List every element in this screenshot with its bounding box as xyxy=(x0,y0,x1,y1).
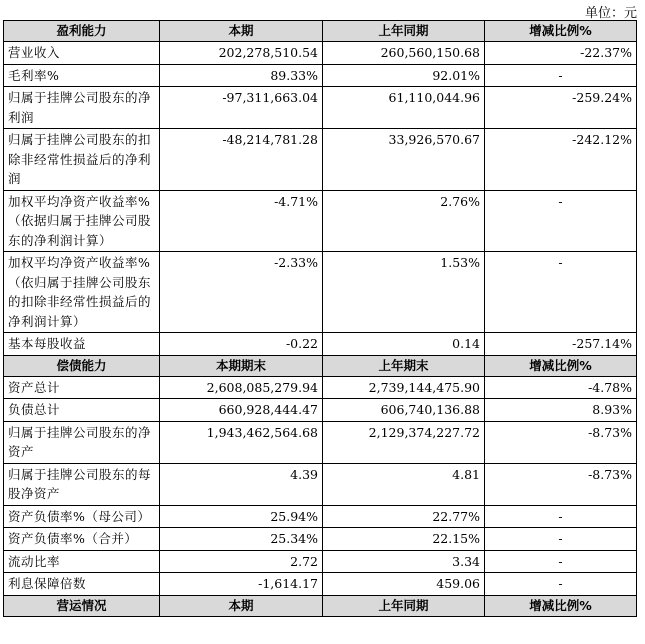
row-label: 流动比率 xyxy=(4,550,160,573)
change-percent: - xyxy=(485,252,637,333)
prior-value: 2,739,144,475.90 xyxy=(323,376,485,399)
table-row xyxy=(4,550,637,573)
current-value: -2.33% xyxy=(160,252,323,333)
row-label: 归属于挂牌公司股东的每股净资产 xyxy=(4,463,160,505)
table-row xyxy=(4,463,637,505)
change-percent: -4.78% xyxy=(485,376,637,399)
financial-indicators-table xyxy=(3,20,637,617)
header-cell: 本期 xyxy=(160,595,323,616)
prior-value: 260,560,150.68 xyxy=(323,42,485,65)
row-label: 基本每股收益 xyxy=(4,333,160,356)
change-percent: 8.93% xyxy=(485,399,637,422)
change-percent: -259.24% xyxy=(485,87,637,129)
profit-header-row xyxy=(4,21,637,42)
current-value: -4.71% xyxy=(160,190,323,252)
current-value: 25.34% xyxy=(160,528,323,551)
current-value: 1,943,462,564.68 xyxy=(160,421,323,463)
prior-value: 0.14 xyxy=(323,333,485,356)
table-row xyxy=(4,87,637,129)
operations-header-row xyxy=(4,595,637,616)
prior-value: 22.77% xyxy=(323,505,485,528)
current-value: 660,928,444.47 xyxy=(160,399,323,422)
table-row xyxy=(4,573,637,596)
change-percent: -22.37% xyxy=(485,42,637,65)
header-cell: 营运情况 xyxy=(4,595,160,616)
unit-label: 单位：元 xyxy=(584,6,637,21)
header-cell: 增减比例% xyxy=(485,355,637,376)
change-percent: -8.73% xyxy=(485,421,637,463)
current-value: 2.72 xyxy=(160,550,323,573)
header-cell: 本期期末 xyxy=(160,355,323,376)
header-cell: 上年同期 xyxy=(323,595,485,616)
table-row xyxy=(4,376,637,399)
current-value: -0.22 xyxy=(160,333,323,356)
row-label: 资产负债率%（母公司） xyxy=(4,505,160,528)
table-row xyxy=(4,190,637,252)
row-label: 归属于挂牌公司股东的净资产 xyxy=(4,421,160,463)
table-row xyxy=(4,42,637,65)
table-row xyxy=(4,528,637,551)
change-percent: - xyxy=(485,573,637,596)
table-row xyxy=(4,333,637,356)
current-value: 89.33% xyxy=(160,64,323,87)
change-percent: - xyxy=(485,64,637,87)
row-label: 毛利率% xyxy=(4,64,160,87)
prior-value: 4.81 xyxy=(323,463,485,505)
row-label: 资产负债率%（合并） xyxy=(4,528,160,551)
current-value: -97,311,663.04 xyxy=(160,87,323,129)
prior-value: 606,740,136.88 xyxy=(323,399,485,422)
header-cell: 本期 xyxy=(160,21,323,42)
table-row xyxy=(4,399,637,422)
solvency-header-row xyxy=(4,355,637,376)
current-value: -1,614.17 xyxy=(160,573,323,596)
prior-value: 2.76% xyxy=(323,190,485,252)
change-percent: - xyxy=(485,190,637,252)
header-cell: 增减比例% xyxy=(485,595,637,616)
prior-value: 1.53% xyxy=(323,252,485,333)
prior-value: 459.06 xyxy=(323,573,485,596)
change-percent: - xyxy=(485,528,637,551)
header-cell: 增减比例% xyxy=(485,21,637,42)
row-label: 加权平均净资产收益率%（依据归属于挂牌公司股东的净利润计算） xyxy=(4,190,160,252)
row-label: 负债总计 xyxy=(4,399,160,422)
header-cell: 偿债能力 xyxy=(4,355,160,376)
header-cell: 上年同期 xyxy=(323,21,485,42)
change-percent: - xyxy=(485,550,637,573)
prior-value: 92.01% xyxy=(323,64,485,87)
table-row xyxy=(4,252,637,333)
current-value: -48,214,781.28 xyxy=(160,129,323,191)
prior-value: 3.34 xyxy=(323,550,485,573)
table-row xyxy=(4,64,637,87)
header-cell: 盈利能力 xyxy=(4,21,160,42)
current-value: 25.94% xyxy=(160,505,323,528)
table-row xyxy=(4,505,637,528)
current-value: 2,608,085,279.94 xyxy=(160,376,323,399)
header-cell: 上年期末 xyxy=(323,355,485,376)
table-row xyxy=(4,129,637,191)
current-value: 202,278,510.54 xyxy=(160,42,323,65)
prior-value: 33,926,570.67 xyxy=(323,129,485,191)
row-label: 营业收入 xyxy=(4,42,160,65)
change-percent: -8.73% xyxy=(485,463,637,505)
prior-value: 61,110,044.96 xyxy=(323,87,485,129)
row-label: 加权平均净资产收益率%（依归属于挂牌公司股东的扣除非经常性损益后的净利润计算） xyxy=(4,252,160,333)
change-percent: -242.12% xyxy=(485,129,637,191)
row-label: 归属于挂牌公司股东的净利润 xyxy=(4,87,160,129)
change-percent: - xyxy=(485,505,637,528)
change-percent: -257.14% xyxy=(485,333,637,356)
row-label: 利息保障倍数 xyxy=(4,573,160,596)
current-value: 4.39 xyxy=(160,463,323,505)
prior-value: 22.15% xyxy=(323,528,485,551)
table-row xyxy=(4,421,637,463)
row-label: 归属于挂牌公司股东的扣除非经常性损益后的净利润 xyxy=(4,129,160,191)
prior-value: 2,129,374,227.72 xyxy=(323,421,485,463)
row-label: 资产总计 xyxy=(4,376,160,399)
